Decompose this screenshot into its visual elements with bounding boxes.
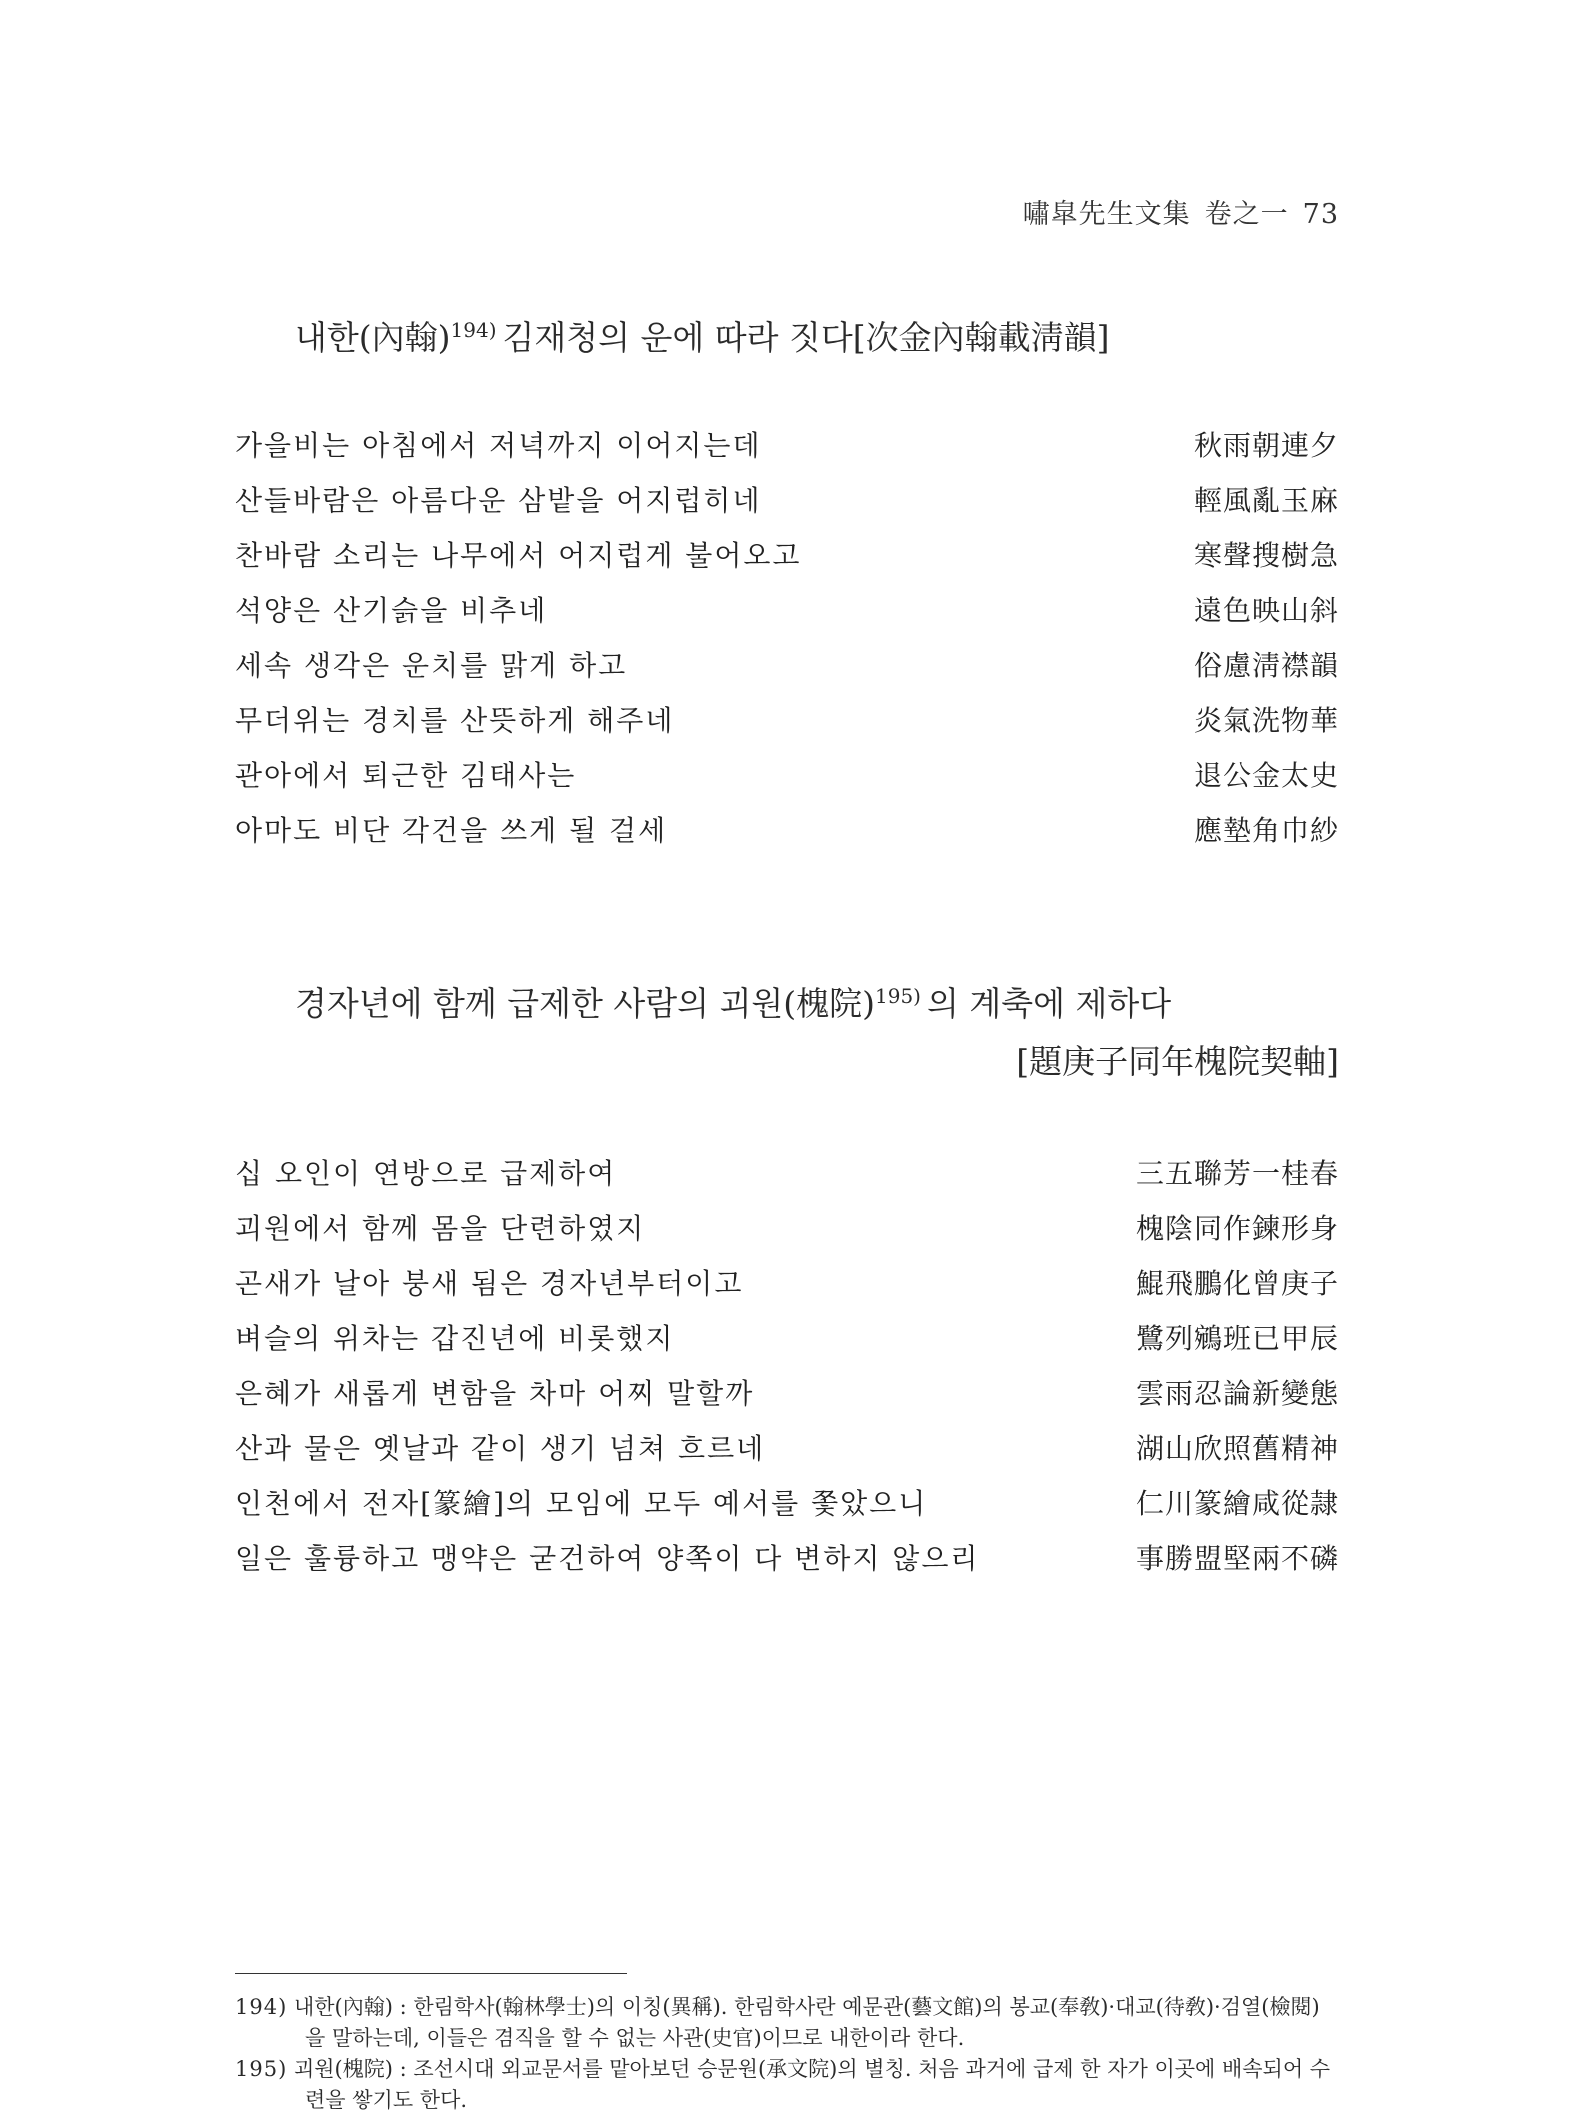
poem1-title-suffix: 김재청의 운에 따라 짓다[次金內翰載淸韻] — [502, 318, 1110, 357]
footnote-195 — [235, 2054, 1339, 2116]
korean-verse: 가을비는 아침에서 저녁까지 이어지는데 — [235, 429, 762, 462]
korean-verse: 벼슬의 위차는 갑진년에 비롯했지 — [235, 1322, 675, 1355]
poem-line — [235, 1146, 1339, 1201]
poem-line — [235, 1201, 1339, 1256]
footnotes — [235, 1992, 1339, 2116]
page-number: 73 — [1302, 199, 1339, 230]
poem-line — [235, 473, 1339, 528]
hanja-verse: 雲雨忍論新變態 — [1135, 1377, 1339, 1410]
hanja-verse: 事勝盟堅兩不磷 — [1135, 1542, 1339, 1575]
korean-verse: 일은 훌륭하고 맹약은 굳건하여 양쪽이 다 변하지 않으리 — [235, 1542, 980, 1575]
footnote-ref-195: 195) — [875, 984, 921, 1008]
footnote-text: 괴원(槐院) : 조선시대 외교문서를 맡아보던 승문원(承文院)의 별칭. 처음 과거에 급제 한 자가 이곳에 배속되어 수련을 쌓기도 한다. — [293, 2057, 1331, 2112]
poem2-title-prefix: 경자년에 함께 급제한 사람의 괴원(槐院) — [295, 984, 875, 1023]
korean-verse: 석양은 산기슭을 비추네 — [235, 594, 548, 627]
hanja-verse: 遠色映山斜 — [1193, 594, 1339, 627]
poem-line — [235, 1421, 1339, 1476]
poem-line — [235, 748, 1339, 803]
poem-line — [235, 638, 1339, 693]
hanja-verse: 鷺列鵷班已甲辰 — [1135, 1322, 1339, 1355]
hanja-verse: 湖山欣照舊精神 — [1135, 1432, 1339, 1465]
running-header — [1023, 192, 1339, 231]
korean-verse: 아마도 비단 각건을 쓰게 될 걸세 — [235, 814, 668, 847]
korean-verse: 인천에서 전자[篆繪]의 모임에 모두 예서를 쫓았으니 — [235, 1487, 928, 1520]
poem-line — [235, 803, 1339, 858]
hanja-verse: 輕風亂玉麻 — [1193, 484, 1339, 517]
footnote-divider — [235, 1973, 627, 1974]
footnote-text: 내한(內翰) : 한림학사(翰林學士)의 이칭(異稱). 한림학사란 예문관(藝文館)의 봉교(奉敎)·대교(待敎)·검열(檢閱)을 말하는데, 이들은 겸직을 할 수 없는 사관(史官)이므로 내한이라 한다. — [293, 1995, 1320, 2050]
footnote-number: 195) — [235, 2057, 288, 2081]
footnote-ref-194: 194) — [450, 318, 497, 342]
korean-verse: 산과 물은 옛날과 같이 생기 넘쳐 흐르네 — [235, 1432, 766, 1465]
book-title: 嘯皐先生文集 — [1022, 199, 1191, 230]
poem-line — [235, 583, 1339, 638]
poem-line — [235, 1311, 1339, 1366]
hanja-verse: 寒聲搜樹急 — [1193, 539, 1339, 572]
hanja-verse: 退公金太史 — [1193, 759, 1339, 792]
poem-line — [235, 1531, 1339, 1586]
hanja-verse: 秋雨朝連夕 — [1193, 429, 1339, 462]
korean-verse: 무더위는 경치를 산뜻하게 해주네 — [235, 704, 675, 737]
poem2-lines — [235, 1146, 1339, 1586]
poem2-title — [295, 978, 1171, 1025]
korean-verse: 은혜가 새롭게 변함을 차마 어찌 말할까 — [235, 1377, 755, 1410]
footnote-194 — [235, 1992, 1339, 2054]
hanja-verse: 槐陰同作鍊形身 — [1135, 1212, 1339, 1245]
korean-verse: 관아에서 퇴근한 김태사는 — [235, 759, 577, 792]
poem1-title — [295, 312, 1110, 359]
poem-line — [235, 1256, 1339, 1311]
poem1-lines — [235, 418, 1339, 858]
poem1-title-prefix: 내한(內翰) — [295, 318, 451, 357]
korean-verse: 곤새가 날아 붕새 됨은 경자년부터이고 — [235, 1267, 744, 1300]
volume-label: 卷之一 — [1204, 199, 1289, 230]
korean-verse: 산들바람은 아름다운 삼밭을 어지럽히네 — [235, 484, 762, 517]
footnote-number: 194) — [235, 1995, 288, 2019]
hanja-verse: 三五聯芳一桂春 — [1135, 1157, 1339, 1190]
poem-line — [235, 1476, 1339, 1531]
hanja-verse: 鯤飛鵬化曾庚子 — [1135, 1267, 1339, 1300]
poem-line — [235, 418, 1339, 473]
hanja-verse: 炎氣洗物華 — [1193, 704, 1339, 737]
korean-verse: 세속 생각은 운치를 맑게 하고 — [235, 649, 628, 682]
korean-verse: 찬바람 소리는 나무에서 어지럽게 불어오고 — [235, 539, 802, 572]
korean-verse: 괴원에서 함께 몸을 단련하였지 — [235, 1212, 646, 1245]
hanja-verse: 俗慮淸襟韻 — [1193, 649, 1339, 682]
korean-verse: 십 오인이 연방으로 급제하여 — [235, 1157, 617, 1190]
poem-line — [235, 1366, 1339, 1421]
poem2-title-suffix: 의 계축에 제하다 — [926, 984, 1172, 1023]
poem-line — [235, 528, 1339, 583]
hanja-verse: 應墊角巾紗 — [1193, 814, 1339, 847]
hanja-verse: 仁川篆繪咸從隷 — [1135, 1487, 1339, 1520]
poem-line — [235, 693, 1339, 748]
poem2-title-hanja: [題庚子同年槐院契軸] — [1016, 1042, 1339, 1081]
